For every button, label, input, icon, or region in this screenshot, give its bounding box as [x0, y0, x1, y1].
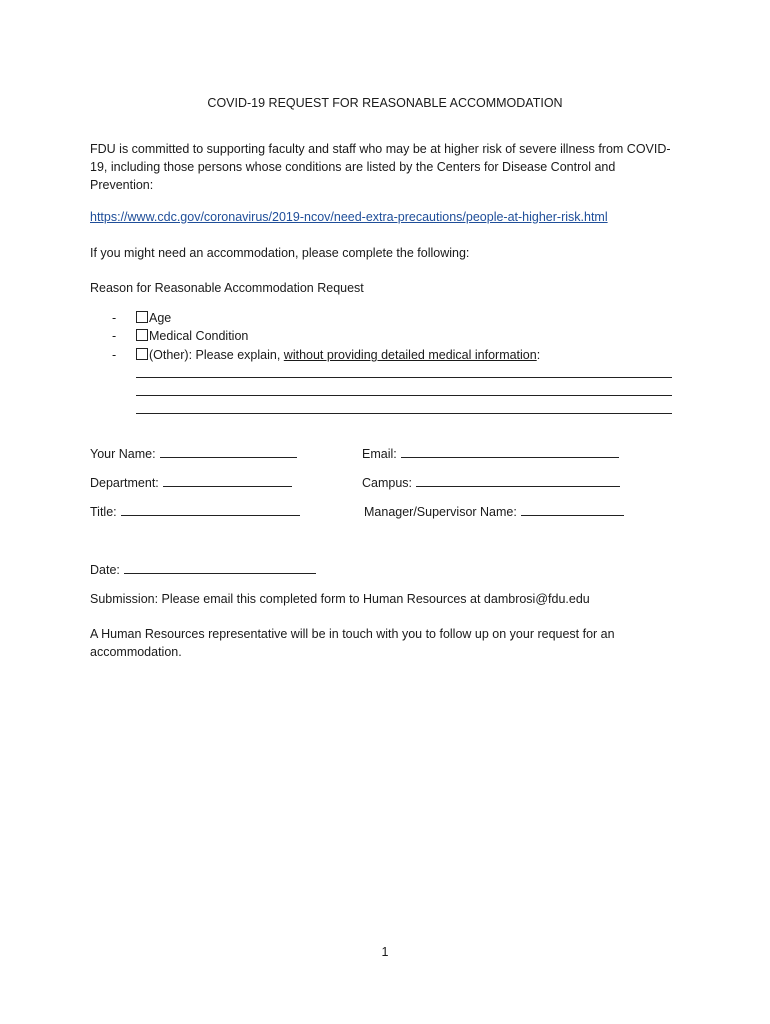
- instruction-text: If you might need an accommodation, please complete the following:: [90, 246, 470, 260]
- bullet-dash: -: [112, 311, 117, 325]
- submission-text: Submission: Please email this completed form to Human Resources at dambrosi@fdu.edu: [90, 592, 590, 606]
- title-label: Title:: [90, 505, 117, 519]
- title-input[interactable]: [121, 503, 300, 516]
- manager-label: Manager/Supervisor Name:: [364, 505, 517, 519]
- title-field: [90, 503, 300, 521]
- date-field: [90, 561, 316, 579]
- option-label: :: [536, 348, 541, 362]
- other-checkbox[interactable]: [136, 348, 148, 360]
- option-label-underlined: without providing detailed medical information: [283, 348, 537, 362]
- campus-label: Campus:: [362, 476, 413, 490]
- option-other: [112, 346, 540, 364]
- manager-field: [364, 503, 624, 521]
- campus-input[interactable]: [416, 474, 620, 487]
- age-checkbox[interactable]: [136, 311, 148, 323]
- option-label: (Other): Please explain,: [149, 348, 284, 362]
- followup-line: accommodation.: [90, 645, 182, 659]
- department-field: [90, 474, 292, 492]
- followup-line: A Human Resources representative will be in touch with you to follow up on your request for an: [90, 627, 615, 641]
- manager-input[interactable]: [521, 503, 624, 516]
- explanation-line[interactable]: [136, 377, 672, 378]
- email-label: Email:: [362, 447, 397, 461]
- name-field: [90, 445, 297, 463]
- name-label: Your Name:: [90, 447, 156, 461]
- email-input[interactable]: [401, 445, 619, 458]
- bullet-dash: -: [112, 329, 117, 343]
- option-label: Age: [149, 311, 172, 325]
- page-number: 1: [381, 945, 389, 959]
- department-input[interactable]: [163, 474, 292, 487]
- explanation-line[interactable]: [136, 395, 672, 396]
- option-label: Medical Condition: [149, 329, 249, 343]
- reason-heading: Reason for Reasonable Accommodation Request: [90, 281, 364, 295]
- document-title: COVID-19 REQUEST FOR REASONABLE ACCOMMODATION: [207, 96, 563, 110]
- explanation-line[interactable]: [136, 413, 672, 414]
- department-label: Department:: [90, 476, 159, 490]
- date-input[interactable]: [124, 561, 316, 574]
- intro-line: 19, including those persons whose conditions are listed by the Centers for Disease Control and: [90, 160, 616, 174]
- option-medical-condition: [112, 327, 248, 345]
- email-field: [362, 445, 619, 463]
- cdc-link[interactable]: https://www.cdc.gov/coronavirus/2019-ncov/need-extra-precautions/people-at-higher-risk.html: [90, 210, 608, 224]
- bullet-dash: -: [112, 348, 117, 362]
- date-label: Date:: [90, 563, 120, 577]
- intro-line: FDU is committed to supporting faculty and staff who may be at higher risk of severe illness from COVID-: [90, 142, 671, 156]
- intro-paragraph: [90, 140, 690, 194]
- intro-line: Prevention:: [90, 178, 154, 192]
- option-age: [112, 309, 171, 327]
- campus-field: [362, 474, 620, 492]
- medical-condition-checkbox[interactable]: [136, 329, 148, 341]
- name-input[interactable]: [160, 445, 297, 458]
- followup-paragraph: [90, 625, 690, 661]
